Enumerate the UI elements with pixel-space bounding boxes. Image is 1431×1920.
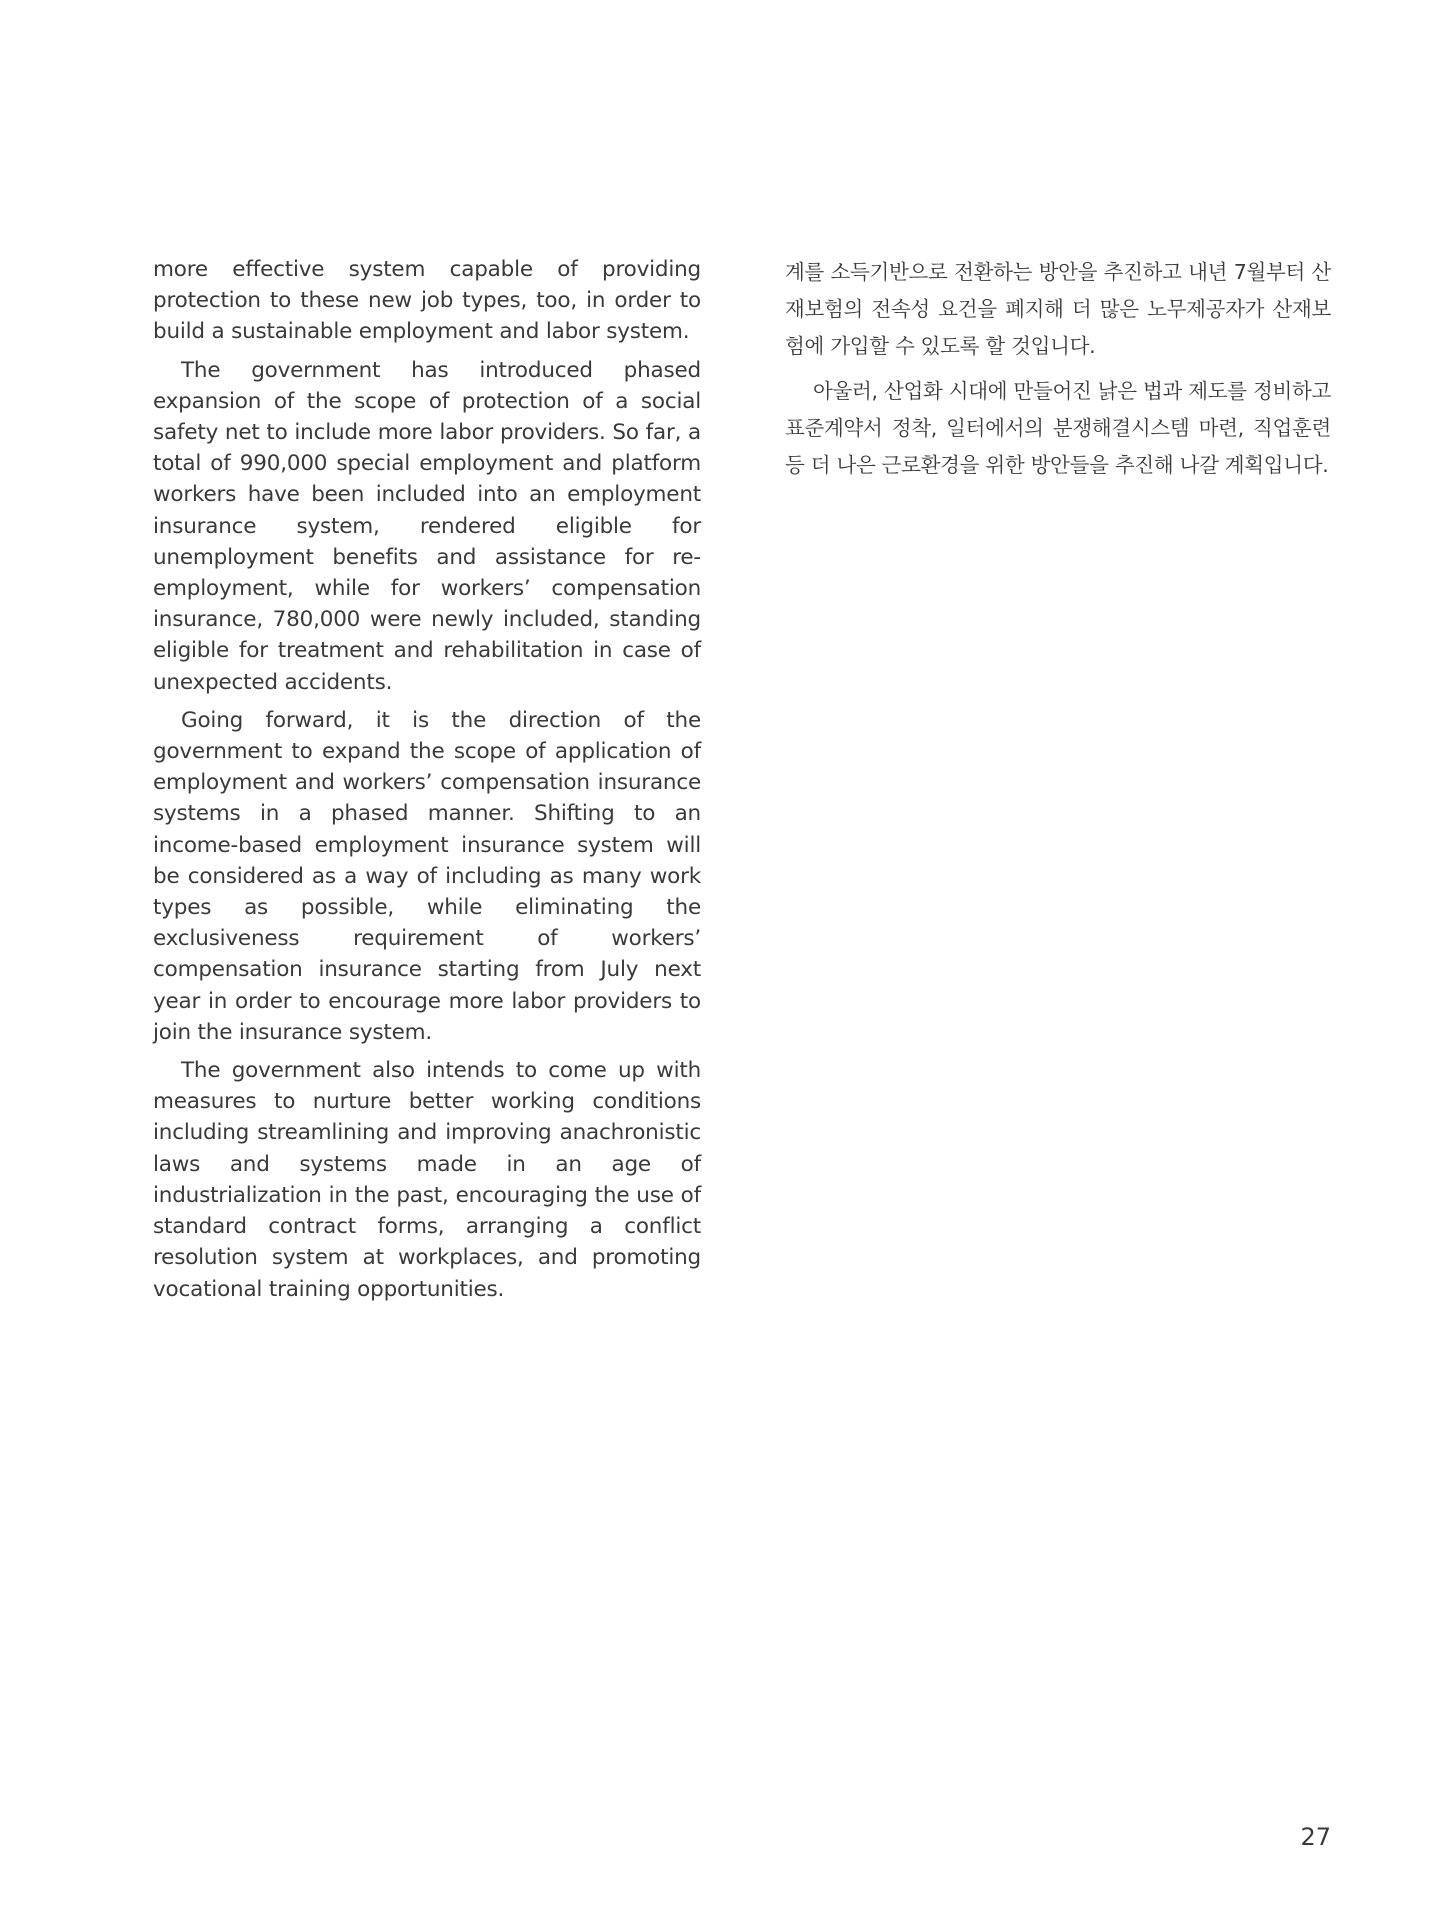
korean-text-column [785,254,1331,492]
page-number: 27 [1300,1823,1331,1851]
english-paragraph-4: The government also intends to come up with measures to nurture better working conditions including streamlining and improving anachronistic laws and systems made in an age of industrialization in the past, encouraging the use of standard contract forms, arranging a conflict resolution system at workplaces, and promoting vocational training opportunities. [153,1058,701,1302]
english-paragraph-2: The government has introduced phased expansion of the scope of protection of a social safety net to include more labor providers. So far, a total of 990,000 special employment and platform workers have been included into an employment insurance system, rendered eligible for unemployment benefits and assistance for re-employment, while for workers’ compensation insurance, 780,000 were newly included, standing eligible for treatment and rehabilitation in case of unexpected accidents. [153,357,701,695]
korean-paragraph-1: 계를 소득기반으로 전환하는 방안을 추진하고 내년 7월부터 산재보험의 전속성 요건을 폐지해 더 많은 노무제공자가 산재보험에 가입할 수 있도록 할 것입니다. [785,260,1331,358]
english-paragraph-3: Going forward, it is the direction of the government to expand the scope of application of employment and workers’ compensation insurance systems in a phased manner. Shifting to an income-based employment insurance system will be considered as a way of including as many work types as possible, while eliminating the exclusiveness requirement of workers’ compensation insurance starting from July next year in order to encourage more labor providers to join the insurance system. [153,707,701,1045]
korean-paragraph-2: 아울러, 산업화 시대에 만들어진 낡은 법과 제도를 정비하고 표준계약서 정착, 일터에서의 분쟁해결시스템 마련, 직업훈련 등 더 나은 근로환경을 위한 방안들을 추진해 나갈 계획입니다. [785,379,1331,477]
english-text-column [153,254,701,1312]
english-paragraph-1: more effective system capable of providing protection to these new job types, too, in order to build a sustainable employment and labor system. [153,257,701,345]
